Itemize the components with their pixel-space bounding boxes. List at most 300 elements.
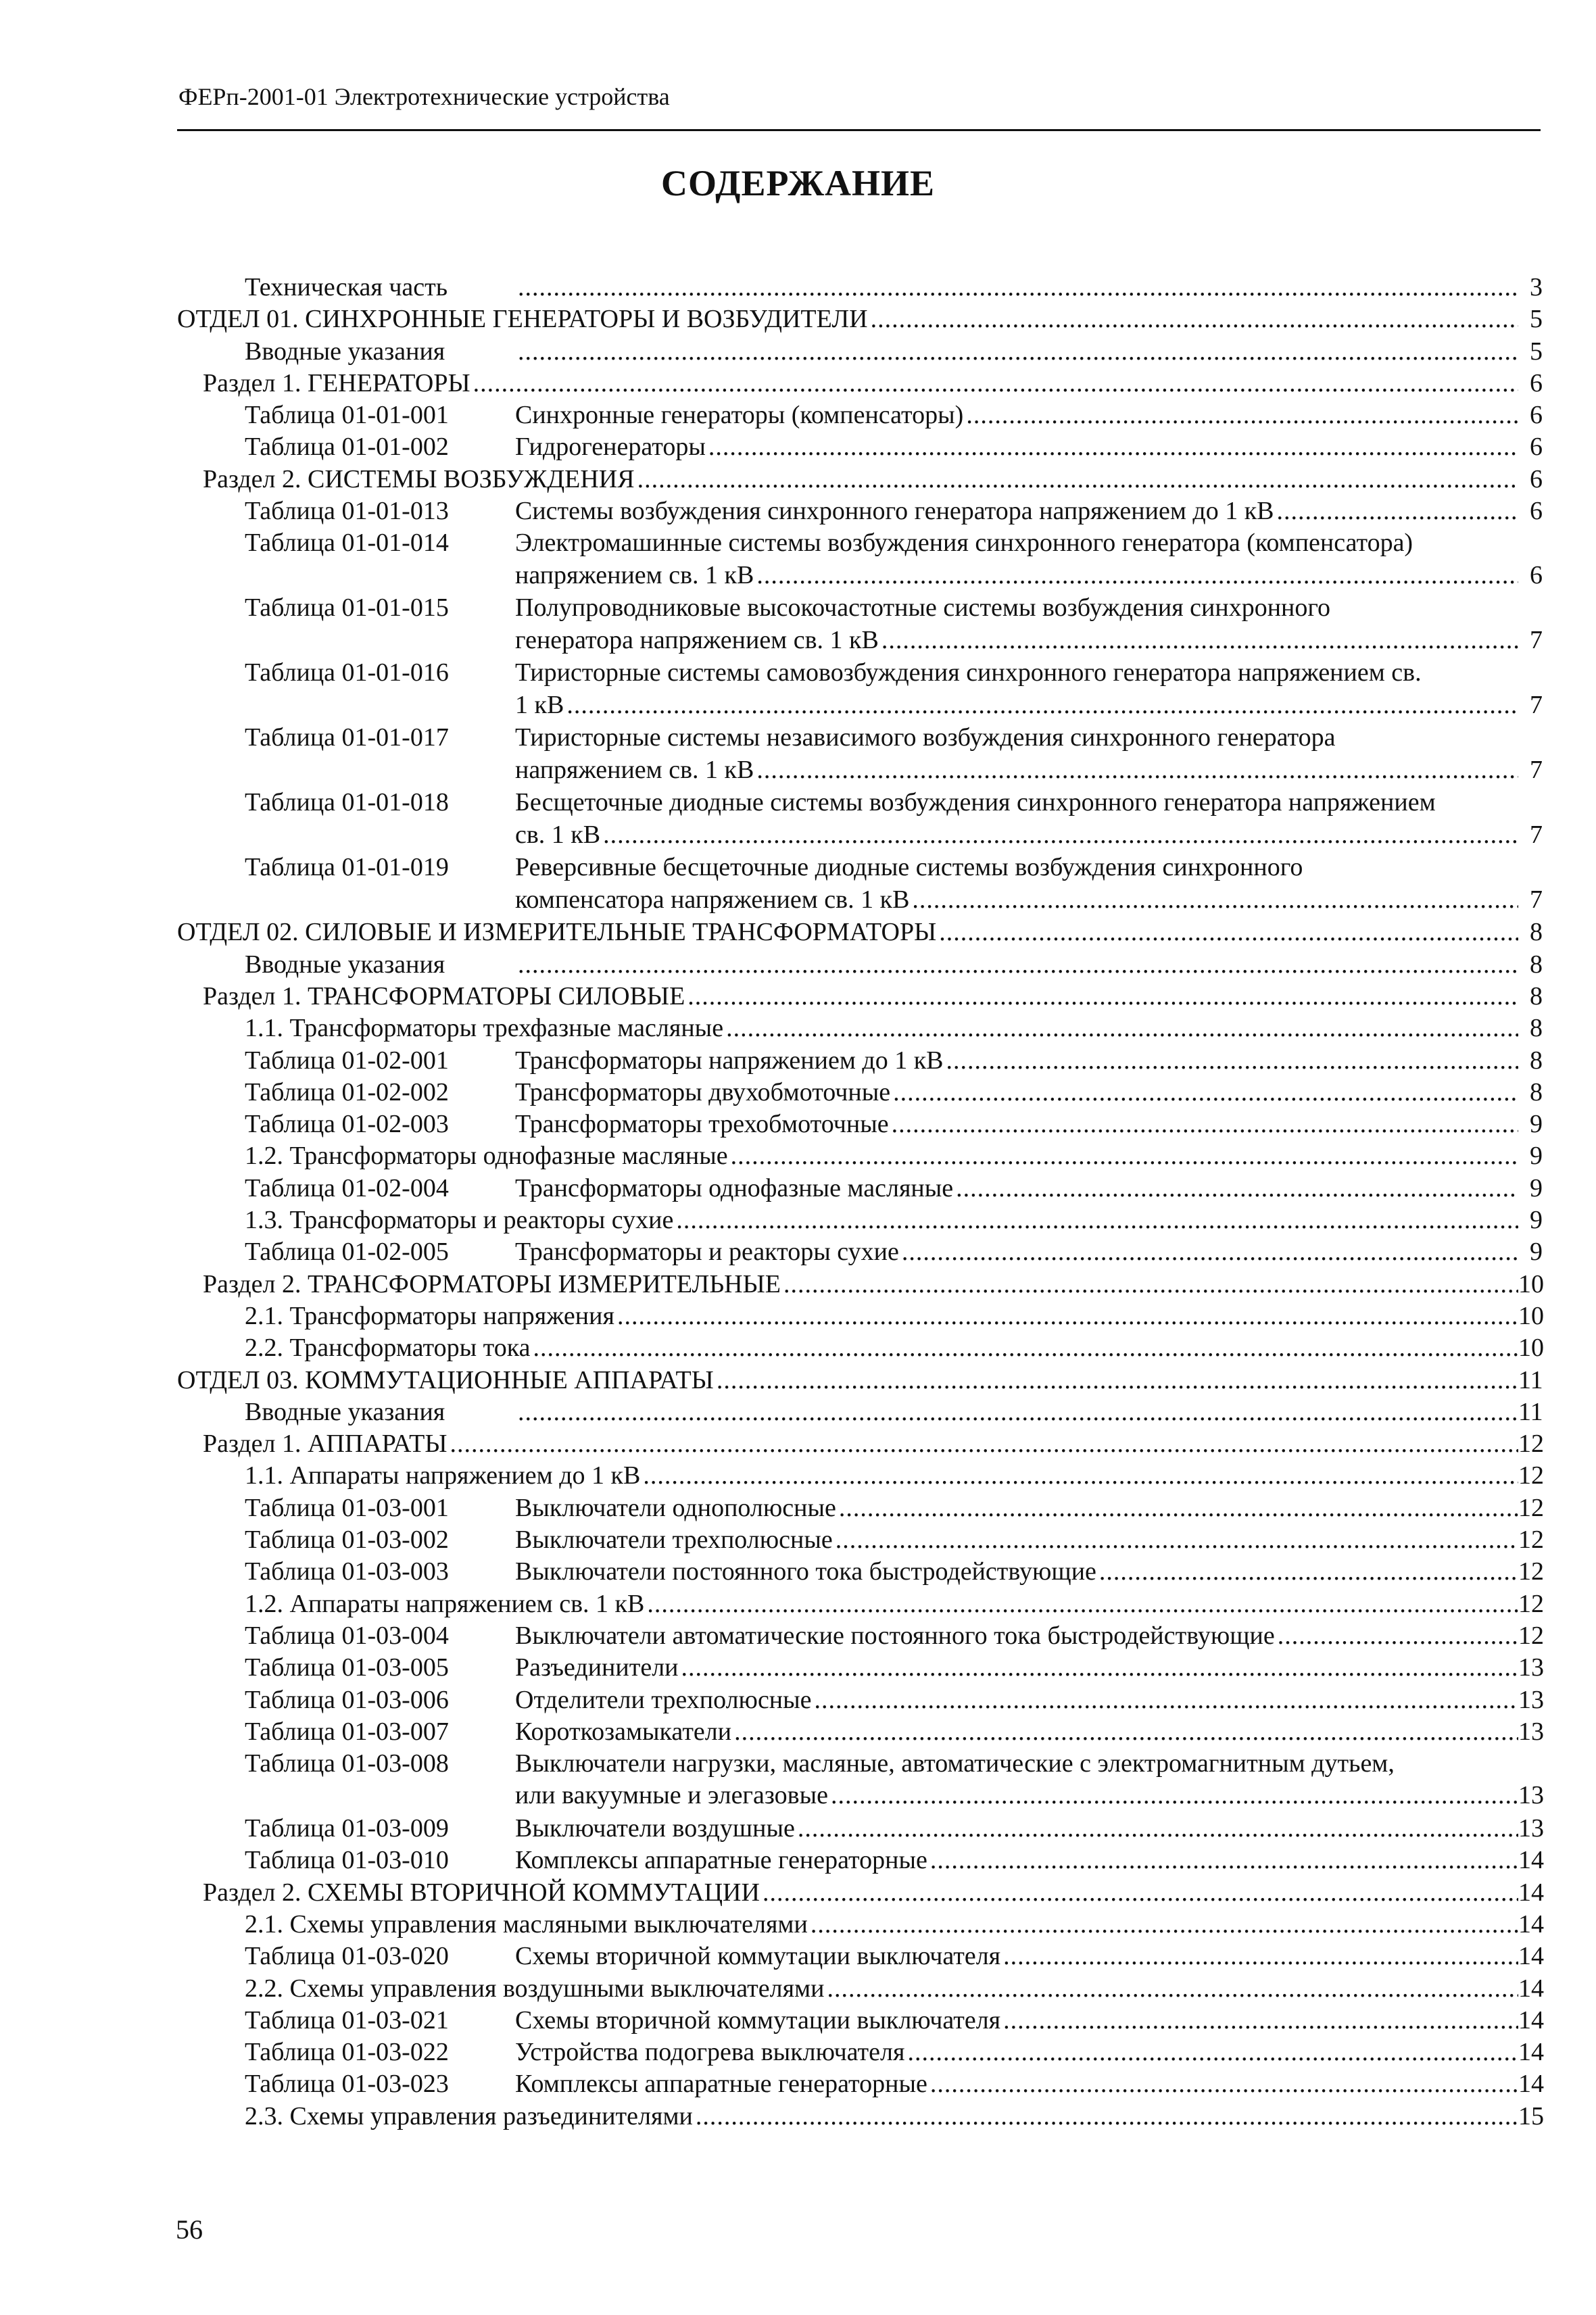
dot-leader — [808, 1909, 1518, 1941]
toc-line — [515, 1492, 1543, 1524]
toc-entry-title: 1 кВ — [515, 690, 564, 719]
toc-page-number: 12 — [1518, 1430, 1544, 1459]
toc-page-number: 14 — [1518, 1878, 1544, 1907]
toc-entry — [177, 2101, 1543, 2133]
toc-page-number: 10 — [1518, 1269, 1544, 1298]
dot-leader — [447, 1428, 1518, 1460]
toc-entry-title: компенсатора напряжением св. 1 кВ — [515, 885, 910, 914]
toc-entry-title: Устройства подогрева выключателя — [515, 2038, 905, 2067]
toc-page-number: 8 — [1530, 918, 1543, 947]
dot-leader — [1000, 2005, 1518, 2037]
toc-entry-label: Таблица 01-03-022 — [245, 2038, 449, 2067]
toc-entry-title-line2 — [515, 884, 1543, 916]
toc-page-number: 14 — [1518, 1846, 1544, 1875]
toc-page-number: 11 — [1518, 1365, 1543, 1394]
toc-page-number: 13 — [1518, 1717, 1544, 1746]
dot-leader — [795, 1813, 1518, 1845]
dot-leader — [1000, 1941, 1518, 1972]
dot-leader — [812, 1684, 1518, 1716]
toc-line — [515, 1652, 1543, 1684]
toc-entry-label: Таблица 01-01-017 — [245, 723, 449, 752]
toc-entry-label: Таблица 01-03-002 — [245, 1526, 449, 1555]
dot-leader — [564, 689, 1518, 721]
toc-entry-label: Таблица 01-01-018 — [245, 788, 449, 817]
page-number: 56 — [176, 2214, 203, 2245]
toc-entry — [177, 1269, 1543, 1300]
toc-page-number: 7 — [1530, 625, 1543, 654]
toc-line — [515, 592, 1543, 656]
dot-leader — [706, 431, 1518, 463]
page-title: СОДЕРЖАНИЕ — [661, 163, 935, 203]
dot-leader — [723, 1013, 1518, 1044]
dot-leader — [614, 1300, 1518, 1332]
toc-line — [515, 431, 1543, 463]
toc-entry-title: Разъединители — [515, 1653, 679, 1682]
toc-entry-label: Таблица 01-01-016 — [245, 658, 449, 687]
toc-entry-title: Комплексы аппаратные генераторные — [515, 2070, 927, 2099]
toc-entry — [177, 303, 1543, 335]
toc-entry — [177, 1748, 1543, 1813]
toc-entry-title-line1: Тиристорные системы независимого возбуждения синхронного генератора — [515, 723, 1336, 752]
toc-entry — [177, 336, 1543, 368]
dot-leader — [899, 1236, 1518, 1268]
dot-leader — [760, 1877, 1518, 1909]
dot-leader — [635, 464, 1518, 495]
toc-page-number: 12 — [1518, 1557, 1544, 1586]
toc-entry — [177, 1492, 1543, 1524]
toc-entry — [177, 1332, 1543, 1364]
toc-line — [515, 1813, 1543, 1845]
toc-entry — [177, 1460, 1543, 1492]
toc-entry-label: Вводные указания — [245, 950, 445, 979]
toc-entry — [177, 787, 1543, 852]
dot-leader — [600, 819, 1518, 851]
toc-entry-label: Таблица 01-03-003 — [245, 1557, 449, 1586]
toc-entry — [177, 368, 1543, 399]
toc-entry-title: 2.2. Трансформаторы тока — [245, 1334, 531, 1363]
toc-entry-label: Таблица 01-02-005 — [245, 1238, 449, 1267]
toc-entry-title: ОТДЕЛ 01. СИНХРОННЫЕ ГЕНЕРАТОРЫ И ВОЗБУДИТЕЛИ — [177, 305, 868, 334]
toc-entry-title: Раздел 2. СХЕМЫ ВТОРИЧНОЙ КОММУТАЦИИ — [203, 1878, 760, 1907]
toc-line — [245, 1973, 1543, 2005]
toc-page-number: 8 — [1530, 981, 1543, 1010]
toc-line — [515, 852, 1543, 916]
toc-line — [515, 1620, 1543, 1652]
toc-line — [515, 1684, 1543, 1716]
toc-entry-title: Системы возбуждения синхронного генератора напряжением до 1 кВ — [515, 497, 1274, 526]
dot-leader — [927, 2068, 1518, 2100]
toc-page-number: 9 — [1530, 1142, 1543, 1171]
toc-entry-title: 1.1. Трансформаторы трехфазные масляные — [245, 1014, 724, 1043]
toc-entry-title: Схемы вторичной коммутации выключателя — [515, 1942, 1001, 1971]
toc-entry-title-line1: Тиристорные системы самовозбуждения синхронного генератора напряжением св. — [515, 658, 1422, 687]
toc-page-number: 8 — [1530, 1077, 1543, 1106]
toc-page-number: 6 — [1530, 560, 1543, 589]
toc-entry — [177, 464, 1543, 495]
toc-page-number: 12 — [1518, 1589, 1544, 1618]
toc-entry-label: Таблица 01-02-003 — [245, 1110, 449, 1139]
toc-line — [515, 527, 1543, 591]
toc-page-number: 5 — [1530, 305, 1543, 334]
dot-leader — [1096, 1556, 1518, 1588]
toc-line — [515, 1077, 1543, 1108]
running-header: ФЕРп-2001-01 Электротехнические устройства — [178, 83, 670, 110]
toc-line — [515, 657, 1543, 721]
toc-page-number: 13 — [1518, 1814, 1544, 1843]
toc-entry-title: Короткозамыкатели — [515, 1717, 732, 1746]
toc-entry — [177, 527, 1543, 592]
toc-entry — [177, 1396, 1543, 1428]
toc-entry-title-line2 — [515, 1780, 1543, 1811]
toc-line — [515, 722, 1543, 786]
dot-leader — [515, 1396, 1518, 1428]
toc-line — [515, 1236, 1543, 1268]
toc-page-number: 14 — [1518, 1942, 1544, 1971]
toc-line — [515, 1556, 1543, 1588]
dot-leader — [531, 1332, 1518, 1364]
toc-entry — [177, 1652, 1543, 1684]
toc-page-number: 7 — [1530, 755, 1543, 784]
dot-leader — [889, 1108, 1518, 1140]
toc-line — [203, 1877, 1543, 1909]
toc-line — [515, 1396, 1543, 1428]
toc-entry — [177, 1620, 1543, 1652]
toc-entry — [177, 272, 1543, 303]
table-of-contents — [177, 272, 1543, 2133]
toc-entry — [177, 1045, 1543, 1077]
toc-entry-title: 1.2. Трансформаторы однофазные масляные — [245, 1142, 728, 1171]
toc-page-number: 6 — [1530, 401, 1543, 430]
toc-entry — [177, 1236, 1543, 1268]
toc-page-number: 14 — [1518, 1974, 1544, 2003]
toc-entry-title: Трансформаторы трехобмоточные — [515, 1110, 889, 1139]
toc-entry-title-line1: Реверсивные бесщеточные диодные системы возбуждения синхронного — [515, 853, 1303, 882]
toc-line — [515, 1716, 1543, 1748]
toc-entry-label: Таблица 01-03-021 — [245, 2005, 449, 2034]
dot-leader — [824, 1973, 1518, 2005]
toc-entry-title: 2.3. Схемы управления разъединителями — [245, 2101, 693, 2130]
toc-entry — [177, 1813, 1543, 1845]
toc-entry-title: 2.1. Схемы управления масляными выключателями — [245, 1909, 808, 1939]
toc-entry-label: Таблица 01-02-004 — [245, 1173, 449, 1202]
toc-page-number: 13 — [1518, 1653, 1544, 1682]
toc-page-number: 12 — [1518, 1461, 1544, 1490]
toc-line — [245, 1013, 1543, 1044]
dot-leader — [640, 1460, 1518, 1492]
toc-page-number: 10 — [1518, 1334, 1544, 1363]
toc-line — [203, 1428, 1543, 1460]
toc-line — [177, 1365, 1543, 1396]
toc-entry — [177, 399, 1543, 431]
toc-entry-label: Таблица 01-01-015 — [245, 593, 449, 623]
toc-entry-title: Трансформаторы напряжением до 1 кВ — [515, 1046, 944, 1075]
toc-line — [245, 1300, 1543, 1332]
toc-entry-title: Трансформаторы однофазные масляные — [515, 1173, 954, 1202]
dot-leader — [909, 884, 1518, 916]
toc-entry-title: Трансформаторы двухобмоточные — [515, 1077, 891, 1106]
toc-entry-title: ОТДЕЛ 03. КОММУТАЦИОННЫЕ АППАРАТЫ — [177, 1365, 714, 1394]
toc-line — [203, 981, 1543, 1013]
toc-entry — [177, 431, 1543, 463]
toc-entry-title: Раздел 1. АППАРАТЫ — [203, 1430, 448, 1459]
toc-entry-title: Выключатели однополюсные — [515, 1493, 836, 1522]
toc-entry — [177, 1877, 1543, 1909]
toc-entry — [177, 1108, 1543, 1140]
toc-page-number: 9 — [1530, 1238, 1543, 1267]
toc-entry-title: Трансформаторы и реакторы сухие — [515, 1238, 899, 1267]
toc-entry-label: Таблица 01-01-002 — [245, 433, 449, 462]
toc-entry-title: Гидрогенераторы — [515, 433, 706, 462]
toc-entry-title: Раздел 1. ГЕНЕРАТОРЫ — [203, 368, 470, 397]
dot-leader — [693, 2101, 1518, 2133]
toc-entry-label: Таблица 01-03-010 — [245, 1846, 449, 1875]
toc-entry-title: Синхронные генераторы (компенсаторы) — [515, 401, 964, 430]
toc-entry — [177, 1909, 1543, 1941]
toc-page-number: 12 — [1518, 1493, 1544, 1522]
toc-entry — [177, 2037, 1543, 2068]
toc-entry-label: Таблица 01-03-020 — [245, 1942, 449, 1971]
toc-entry-title: св. 1 кВ — [515, 820, 601, 849]
toc-entry-title: Выключатели автоматические постоянного тока быстродействующие — [515, 1621, 1275, 1650]
toc-line — [515, 1524, 1543, 1556]
toc-entry-title: ОТДЕЛ 02. СИЛОВЫЕ И ИЗМЕРИТЕЛЬНЫЕ ТРАНСФОРМАТОРЫ — [177, 918, 937, 947]
toc-page-number: 15 — [1518, 2101, 1544, 2130]
toc-entry-label: Таблица 01-01-001 — [245, 401, 449, 430]
toc-entry — [177, 1428, 1543, 1460]
toc-entry — [177, 1556, 1543, 1588]
toc-page-number: 6 — [1530, 368, 1543, 397]
toc-entry-label: Таблица 01-02-002 — [245, 1077, 449, 1106]
toc-entry — [177, 1173, 1543, 1204]
toc-entry — [177, 722, 1543, 787]
toc-entry-label: Таблица 01-01-013 — [245, 497, 449, 526]
toc-page-number: 8 — [1530, 1014, 1543, 1043]
toc-entry-title-line1: Полупроводниковые высокочастотные системы возбуждения синхронного — [515, 593, 1331, 623]
toc-line — [203, 368, 1543, 399]
toc-entry-title: 1.1. Аппараты напряжением до 1 кВ — [245, 1461, 641, 1490]
toc-entry-title: Раздел 2. СИСТЕМЫ ВОЗБУЖДЕНИЯ — [203, 464, 635, 493]
toc-entry-label: Вводные указания — [245, 337, 445, 366]
toc-page-number: 8 — [1530, 950, 1543, 979]
toc-entry — [177, 657, 1543, 722]
toc-entry-title-line2 — [515, 754, 1543, 786]
toc-page-number: 14 — [1518, 2005, 1544, 2034]
toc-page-number: 12 — [1518, 1526, 1544, 1555]
toc-entry-label: Таблица 01-02-001 — [245, 1046, 449, 1075]
toc-line — [245, 1588, 1543, 1620]
dot-leader — [868, 303, 1518, 335]
toc-entry-label: Таблица 01-03-007 — [245, 1717, 449, 1746]
toc-page-number: 13 — [1518, 1685, 1544, 1714]
toc-entry-title: Отделители трехполюсные — [515, 1685, 812, 1714]
toc-line — [515, 949, 1543, 981]
toc-entry-title-line2 — [515, 560, 1543, 591]
toc-entry — [177, 917, 1543, 948]
toc-entry-label: Таблица 01-03-005 — [245, 1653, 449, 1682]
toc-entry — [177, 1300, 1543, 1332]
toc-entry-label: Техническая часть — [245, 273, 448, 301]
toc-line — [515, 399, 1543, 431]
toc-page-number: 11 — [1518, 1397, 1543, 1426]
dot-leader — [644, 1588, 1518, 1620]
toc-line — [177, 917, 1543, 948]
toc-entry-title: напряжением св. 1 кВ — [515, 560, 754, 589]
toc-entry-title: Раздел 2. ТРАНСФОРМАТОРЫ ИЗМЕРИТЕЛЬНЫЕ — [203, 1269, 781, 1298]
toc-line — [245, 1140, 1543, 1172]
dot-leader — [904, 2037, 1518, 2068]
toc-entry-title: Выключатели постоянного тока быстродействующие — [515, 1557, 1096, 1586]
toc-entry-title: Комплексы аппаратные генераторные — [515, 1846, 927, 1875]
toc-entry-title: 2.1. Трансформаторы напряжения — [245, 1301, 614, 1330]
toc-page-number: 7 — [1530, 820, 1543, 849]
toc-page-number: 14 — [1518, 2038, 1544, 2067]
toc-entry-title-line1: Выключатели нагрузки, масляные, автоматические с электромагнитным дутьем, — [515, 1749, 1395, 1778]
toc-entry — [177, 1013, 1543, 1044]
toc-entry-label: Таблица 01-01-019 — [245, 853, 449, 882]
dot-leader — [836, 1492, 1518, 1524]
toc-entry — [177, 1716, 1543, 1748]
dot-leader — [685, 981, 1518, 1013]
dot-leader — [953, 1173, 1518, 1204]
dot-leader — [879, 625, 1518, 656]
dot-leader — [515, 336, 1518, 368]
toc-line — [515, 336, 1543, 368]
toc-entry — [177, 1204, 1543, 1236]
toc-entry-label: Таблица 01-01-014 — [245, 529, 449, 558]
toc-line — [245, 1332, 1543, 1364]
dot-leader — [828, 1780, 1518, 1811]
toc-page-number: 9 — [1530, 1206, 1543, 1235]
toc-entry — [177, 852, 1543, 917]
toc-entry-label: Таблица 01-03-001 — [245, 1493, 449, 1522]
toc-entry-title: генератора напряжением св. 1 кВ — [515, 625, 879, 654]
toc-entry — [177, 1365, 1543, 1396]
toc-entry — [177, 1973, 1543, 2005]
toc-page-number: 12 — [1518, 1621, 1544, 1650]
toc-entry — [177, 2005, 1543, 2037]
dot-leader — [936, 917, 1518, 948]
toc-page-number: 6 — [1530, 464, 1543, 493]
toc-entry-title-line2 — [515, 625, 1543, 656]
dot-leader — [731, 1716, 1518, 1748]
dot-leader — [754, 754, 1518, 786]
toc-page-number: 9 — [1530, 1173, 1543, 1202]
toc-entry-title: 1.2. Аппараты напряжением св. 1 кВ — [245, 1589, 645, 1618]
toc-entry-title: Раздел 1. ТРАНСФОРМАТОРЫ СИЛОВЫЕ — [203, 981, 685, 1010]
toc-entry — [177, 1588, 1543, 1620]
dot-leader — [714, 1365, 1518, 1396]
toc-line — [515, 1845, 1543, 1876]
toc-entry — [177, 495, 1543, 527]
toc-line — [515, 787, 1543, 851]
dot-leader — [833, 1524, 1518, 1556]
toc-entry-label: Вводные указания — [245, 1397, 445, 1426]
toc-entry-title: Выключатели воздушные — [515, 1814, 795, 1843]
dot-leader — [890, 1077, 1518, 1108]
toc-line — [245, 1460, 1543, 1492]
toc-page-number: 9 — [1530, 1110, 1543, 1139]
toc-page-number: 5 — [1530, 337, 1543, 366]
toc-entry-label: Таблица 01-03-009 — [245, 1814, 449, 1843]
toc-line — [245, 1909, 1543, 1941]
toc-entry-title-line2 — [515, 689, 1543, 721]
dot-leader — [781, 1269, 1518, 1300]
toc-entry-title: 2.2. Схемы управления воздушными выключателями — [245, 1974, 825, 2003]
toc-entry — [177, 1684, 1543, 1716]
toc-line — [203, 1269, 1543, 1300]
toc-page-number: 13 — [1518, 1781, 1544, 1810]
dot-leader — [470, 368, 1518, 399]
toc-entry-title-line1: Бесщеточные диодные системы возбуждения синхронного генератора напряжением — [515, 788, 1436, 817]
toc-page-number: 7 — [1530, 690, 1543, 719]
toc-entry — [177, 981, 1543, 1013]
toc-line — [245, 1204, 1543, 1236]
dot-leader — [944, 1045, 1518, 1077]
toc-line — [515, 1941, 1543, 1972]
toc-entry — [177, 592, 1543, 657]
dot-leader — [673, 1204, 1518, 1236]
toc-line — [515, 2037, 1543, 2068]
toc-entry — [177, 1941, 1543, 1972]
toc-page-number: 6 — [1530, 497, 1543, 526]
toc-entry — [177, 1077, 1543, 1108]
toc-page-number: 14 — [1518, 1909, 1544, 1939]
toc-entry — [177, 2068, 1543, 2100]
toc-line — [515, 2068, 1543, 2100]
dot-leader — [728, 1140, 1518, 1172]
toc-line — [515, 1748, 1543, 1812]
toc-entry — [177, 1524, 1543, 1556]
dot-leader — [927, 1845, 1518, 1876]
toc-line — [515, 2005, 1543, 2037]
toc-line — [515, 1173, 1543, 1204]
toc-entry-title-line2 — [515, 819, 1543, 851]
toc-page-number: 8 — [1530, 1046, 1543, 1075]
toc-entry — [177, 1140, 1543, 1172]
dot-leader — [679, 1652, 1519, 1684]
header-rule — [177, 129, 1541, 131]
toc-entry — [177, 949, 1543, 981]
toc-entry-title: напряжением св. 1 кВ — [515, 755, 754, 784]
toc-line — [515, 1045, 1543, 1077]
toc-page-number: 10 — [1518, 1301, 1544, 1330]
toc-entry-label: Таблица 01-03-004 — [245, 1621, 449, 1650]
dot-leader — [754, 560, 1518, 591]
toc-page-number: 3 — [1530, 273, 1543, 301]
toc-line — [245, 2101, 1543, 2133]
toc-entry — [177, 1845, 1543, 1876]
toc-line — [515, 1108, 1543, 1140]
dot-leader — [515, 949, 1518, 981]
toc-entry-title: Выключатели трехполюсные — [515, 1526, 833, 1555]
toc-entry-title: 1.3. Трансформаторы и реакторы сухие — [245, 1206, 674, 1235]
dot-leader — [963, 399, 1518, 431]
toc-entry-label: Таблица 01-03-006 — [245, 1685, 449, 1714]
toc-line — [515, 495, 1543, 527]
dot-leader — [515, 272, 1518, 303]
toc-entry-title-line1: Электромашинные системы возбуждения синхронного генератора (компенсатора) — [515, 529, 1413, 558]
dot-leader — [1275, 1620, 1518, 1652]
toc-line — [515, 272, 1543, 303]
toc-page-number: 7 — [1530, 885, 1543, 914]
toc-entry-label: Таблица 01-03-008 — [245, 1749, 449, 1778]
toc-page-number: 6 — [1530, 433, 1543, 462]
toc-entry-title: или вакуумные и элегазовые — [515, 1781, 829, 1810]
toc-page-number: 14 — [1518, 2070, 1544, 2099]
toc-line — [177, 303, 1543, 335]
toc-line — [203, 464, 1543, 495]
dot-leader — [1274, 495, 1518, 527]
